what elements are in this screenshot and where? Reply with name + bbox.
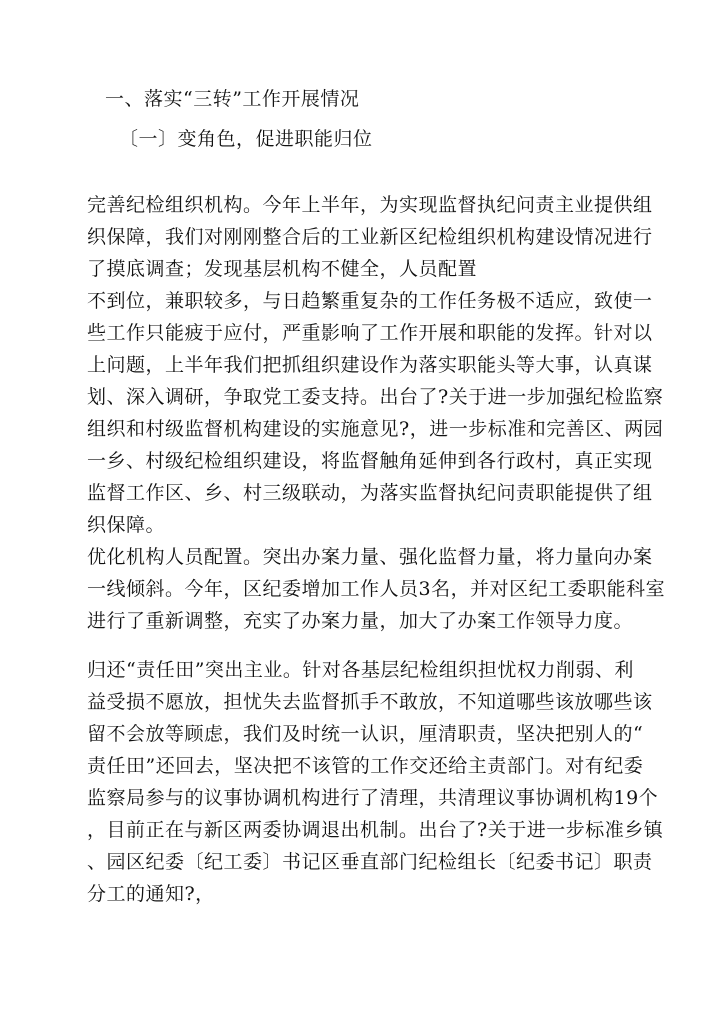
paragraph-staffing xyxy=(87,541,666,637)
paragraph-organization-continued xyxy=(87,285,664,541)
text-line: 一乡、村级纪检组织建设，将监督触角延伸到各行政村，真正实现 xyxy=(87,450,653,472)
text-line: 、园区纪委〔纪工委〕书记区垂直部门纪检组长〔纪委书记〕职责 xyxy=(87,851,653,873)
text-line: 划、深入调研，争取党工委支持。出台了?关于进一步加强纪检监察 xyxy=(87,386,664,408)
text-line: 不到位，兼职较多，与日趋繁重复杂的工作任务极不适应，致使一 xyxy=(87,290,653,312)
paragraph-organization xyxy=(87,189,653,285)
text-line: 上问题，上半年我们把抓组织建设作为落实职能头等大事，认真谋 xyxy=(87,354,653,376)
text-line: 了摸底调查；发现基层机构不健全，人员配置 xyxy=(87,258,478,280)
text-line: 分工的通知?， xyxy=(87,883,215,905)
text-line: 益受损不愿放，担忧失去监督抓手不敢放，不知道哪些该放哪些该 xyxy=(87,691,653,713)
paragraph-responsibility xyxy=(87,654,664,910)
text-line: 留不会放等顾虑，我们及时统一认识，厘清职责，坚决把别人的“ xyxy=(87,723,644,745)
text-line: ，目前正在与新区两委协调退出机制。出台了?关于进一步标准乡镇 xyxy=(87,819,664,841)
text-line: 织保障。 xyxy=(87,514,166,536)
text-line: 一线倾斜。今年，区纪委增加工作人员3名，并对区纪工委职能科室 xyxy=(87,578,666,600)
text-line: 监察局参与的议事协调机构进行了清理，共清理议事协调机构19个 xyxy=(87,787,659,809)
text-line: 组织和村级监督机构建设的实施意见?，进一步标准和完善区、两园 xyxy=(87,418,664,440)
text-line: 责任田”还回去，坚决把不该管的工作交还给主责部门。对有纪委 xyxy=(87,755,644,777)
text-line: 优化机构人员配置。突出办案力量、强化监督力量，将力量向办案 xyxy=(87,546,653,568)
text-line: 织保障，我们对刚刚整合后的工业新区纪检组织机构建设情况进行 xyxy=(87,226,653,248)
text-line: 些工作只能疲于应付，严重影响了工作开展和职能的发挥。针对以 xyxy=(87,322,653,344)
text-line: 归还“责任田”突出主业。针对各基层纪检组织担忧权力削弱、利 xyxy=(87,659,634,681)
section-heading: 一、落实“三转”工作开展情况 xyxy=(105,88,360,110)
text-line: 进行了重新调整，充实了办案力量，加大了办案工作领导力度。 xyxy=(87,610,634,632)
text-line: 完善纪检组织机构。今年上半年，为实现监督执纪问责主业提供组 xyxy=(87,194,653,216)
subsection-heading: 〔一〕变角色，促进职能归位 xyxy=(119,128,373,150)
text-line: 监督工作区、乡、村三级联动，为落实监督执纪问责职能提供了组 xyxy=(87,482,653,504)
